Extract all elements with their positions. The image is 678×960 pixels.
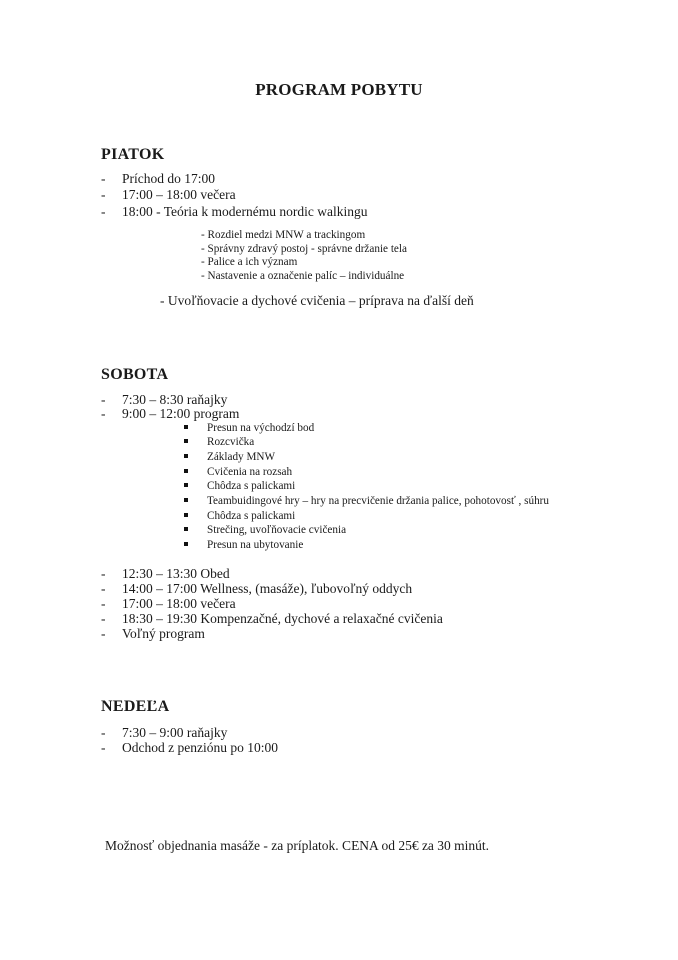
square-bullet-icon (184, 425, 188, 429)
list-item: - 14:00 – 17:00 Wellness, (masáže), ľubovoľný oddych (101, 581, 413, 596)
sub-item: - Nastavenie a označenie palíc – individuálne (201, 270, 405, 282)
square-bullet-icon (184, 498, 188, 502)
day-heading-nedela: NEDEĽA (101, 698, 170, 715)
sub-item: - Palice a ich význam (201, 256, 298, 268)
list-item: - 7:30 – 8:30 raňajky (101, 392, 228, 407)
program-item: Strečing, uvoľňovacie cvičenia (0, 524, 678, 539)
program-item: Cvičenia na rozsah (0, 466, 678, 481)
square-bullet-icon (184, 439, 188, 443)
day-heading-piatok: PIATOK (101, 146, 165, 163)
footer-note: Možnosť objednania masáže - za príplatok. CENA od 25€ za 30 minút. (105, 838, 490, 853)
program-item: Teambuidingové hry – hry na precvičenie držania palice, pohotovosť , súhru (0, 495, 678, 510)
list-item: - Príchod do 17:00 (101, 171, 215, 186)
square-bullet-icon (184, 527, 188, 531)
list-item: - 9:00 – 12:00 program (101, 406, 240, 421)
square-bullet-icon (184, 542, 188, 546)
sub-item: - Rozdiel medzi MNW a trackingom (201, 229, 366, 241)
program-item: Presun na ubytovanie (0, 539, 678, 554)
program-item: Chôdza s palickami (0, 510, 678, 525)
program-item: Rozcvička (0, 436, 678, 451)
program-item: Presun na východzí bod (0, 422, 678, 437)
program-item: Chôdza s palickami (0, 480, 678, 495)
list-item: - 12:30 – 13:30 Obed (101, 566, 230, 581)
list-item: - 18:30 – 19:30 Kompenzačné, dychové a relaxačné cvičenia (101, 611, 443, 626)
program-item: Základy MNW (0, 451, 678, 466)
square-bullet-icon (184, 513, 188, 517)
square-bullet-icon (184, 454, 188, 458)
list-item: - 18:00 - Teória k modernému nordic walkingu (101, 204, 368, 219)
closing-item: - Uvoľňovacie a dychové cvičenia – príprava na ďalší deň (160, 293, 474, 308)
sub-item: - Správny zdravý postoj - správne držanie tela (201, 243, 407, 255)
day-heading-sobota: SOBOTA (101, 366, 169, 383)
list-item: - 7:30 – 9:00 raňajky (101, 725, 228, 740)
square-bullet-icon (184, 469, 188, 473)
list-item: - 17:00 – 18:00 večera (101, 596, 236, 611)
list-item: - Odchod z penziónu po 10:00 (101, 740, 278, 755)
page-title: PROGRAM POBYTU (255, 80, 423, 99)
square-bullet-icon (184, 483, 188, 487)
list-item: - Voľný program (101, 626, 205, 641)
list-item: - 17:00 – 18:00 večera (101, 187, 236, 202)
